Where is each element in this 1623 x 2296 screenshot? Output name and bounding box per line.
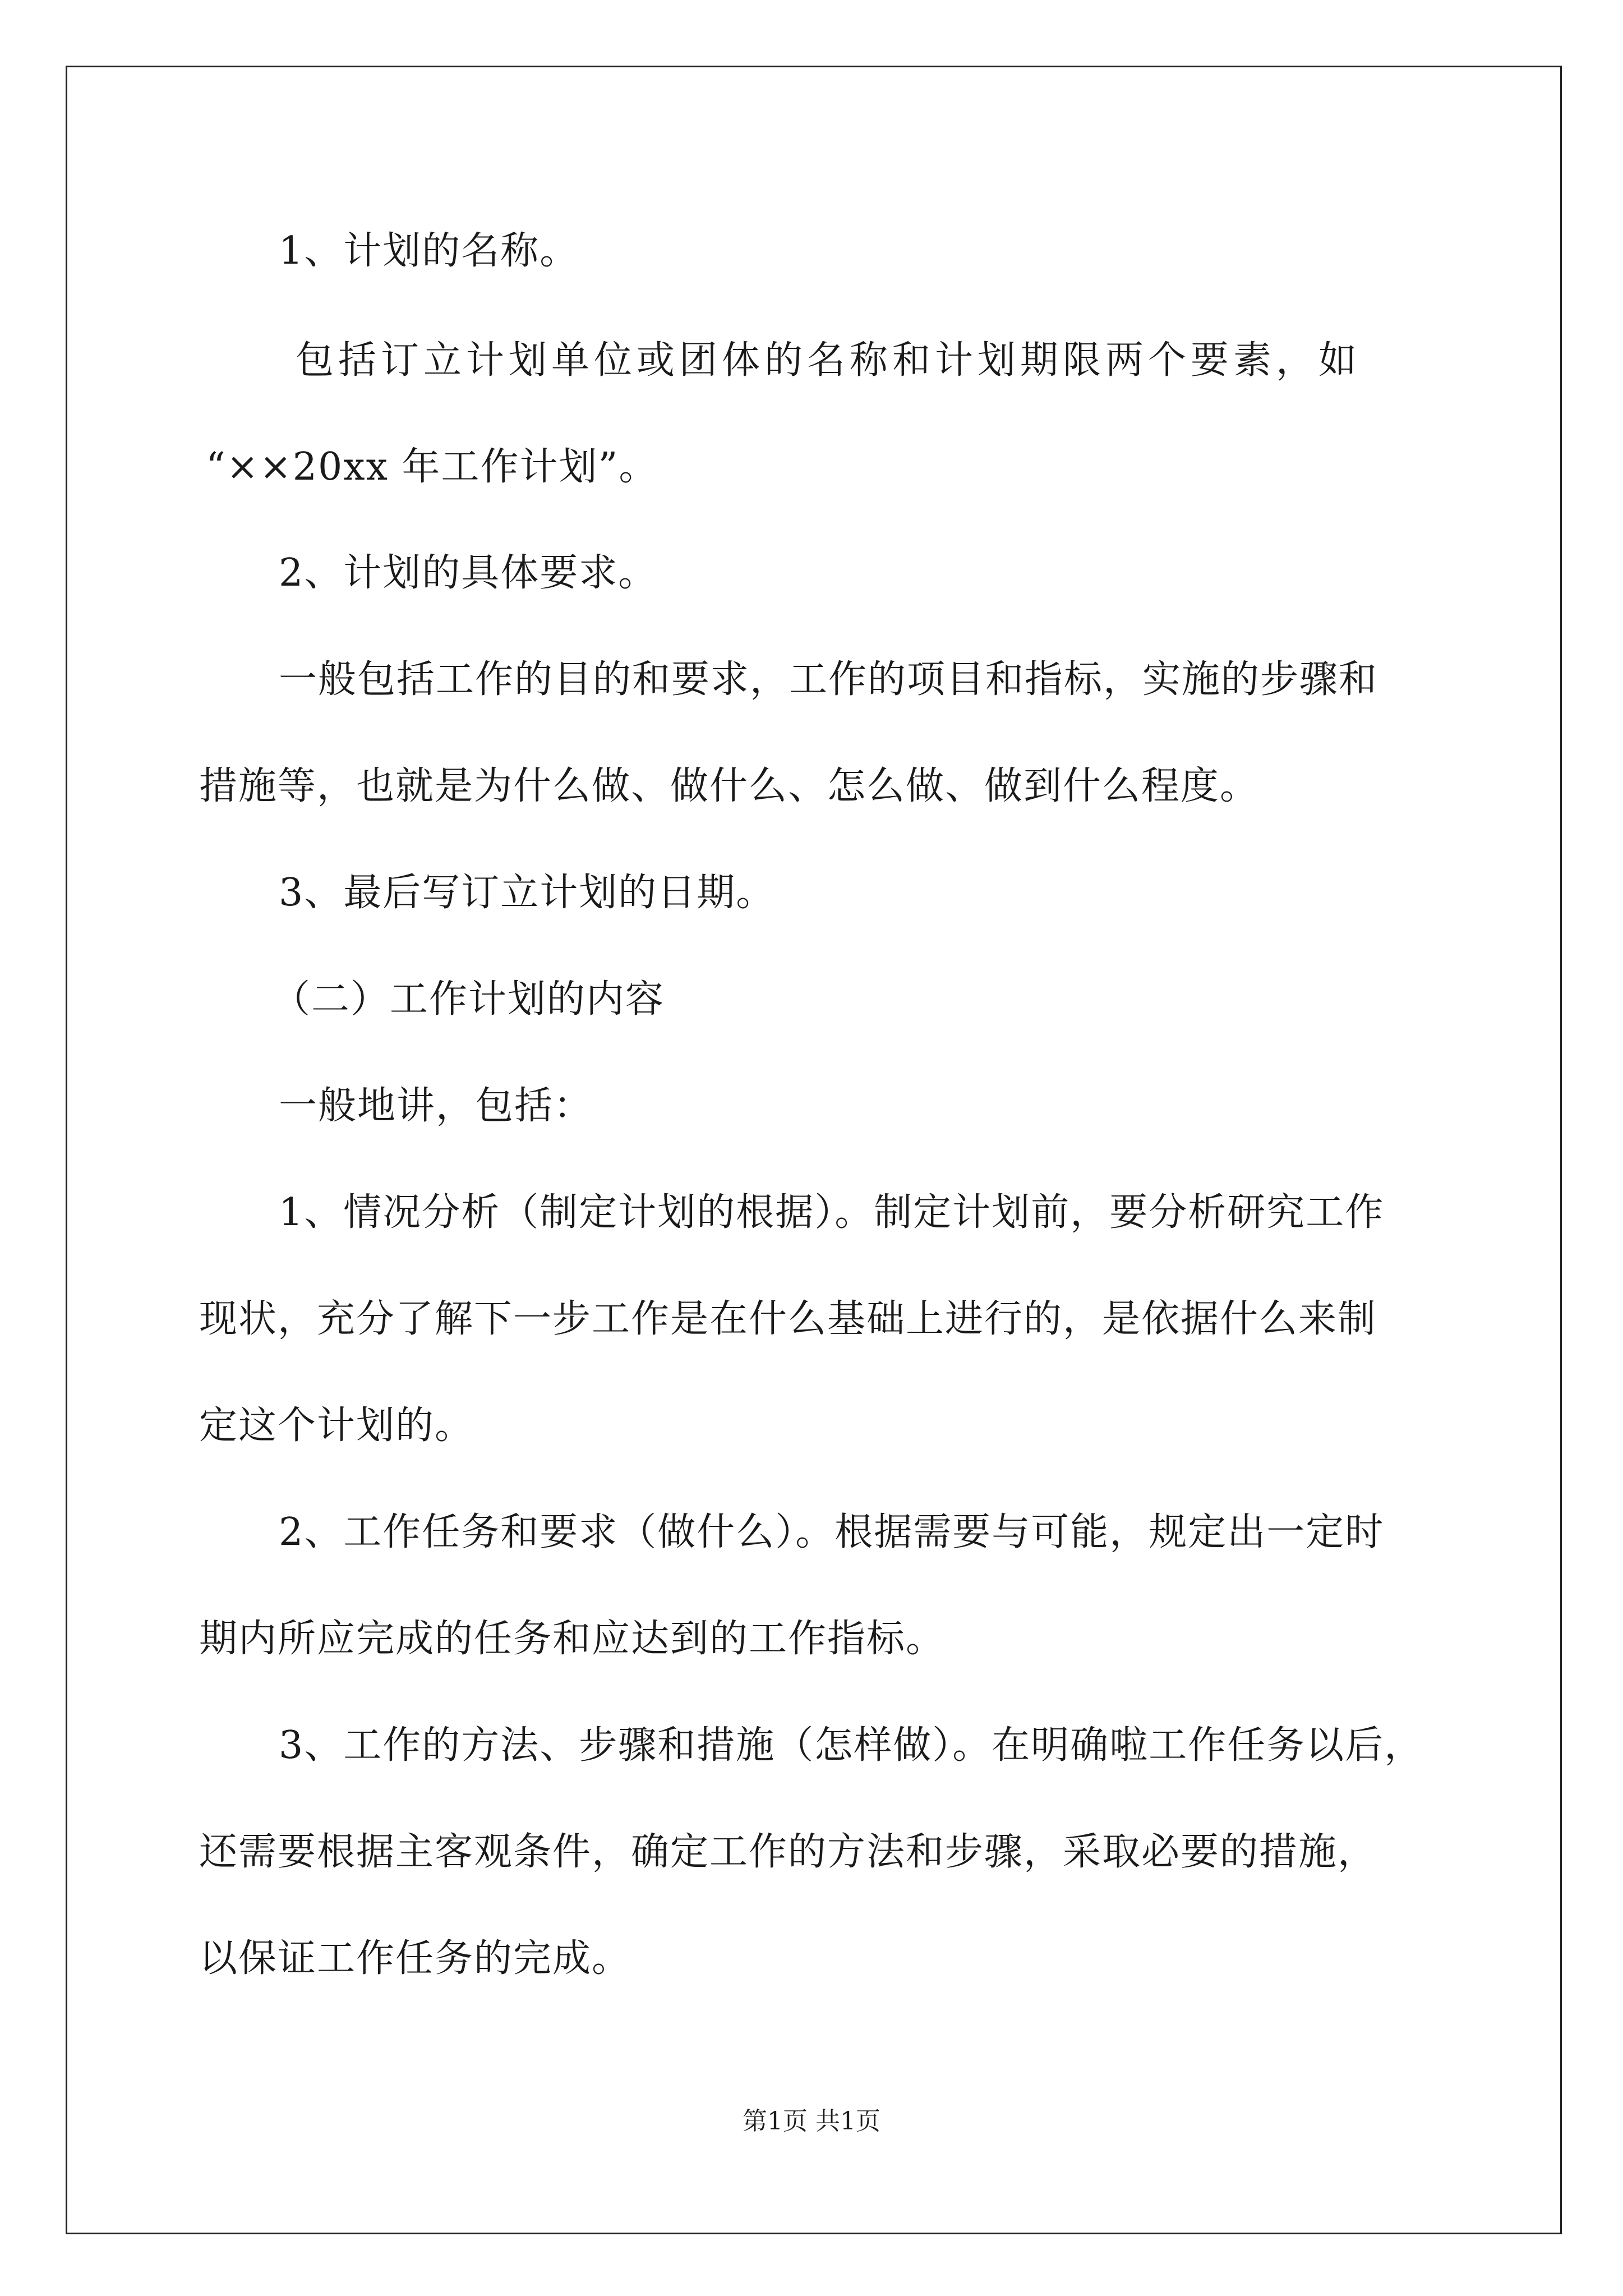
paragraph-line: 以保证工作任务的完成。 <box>199 1936 631 1981</box>
paragraph-line: 现状，充分了解下一步工作是在什么基础上进行的，是依据什么来制 <box>199 1297 1377 1341</box>
page-border <box>66 66 1562 2234</box>
paragraph-line: 定这个计划的。 <box>199 1404 474 1448</box>
paragraph-line: 1、计划的名称。 <box>279 229 579 273</box>
page-footer: 第1页 共1页 <box>743 2107 880 2136</box>
paragraph-line: 一般地讲，包括： <box>279 1084 593 1128</box>
section-heading: （二）工作计划的内容 <box>272 977 665 1022</box>
paragraph-line: 3、最后写订立计划的日期。 <box>279 871 776 915</box>
paragraph-line: 2、计划的具体要求。 <box>279 551 658 595</box>
paragraph-line: 3、工作的方法、步骤和措施（怎样做）。在明确啦工作任务以后， <box>279 1723 1424 1768</box>
paragraph-line: 措施等，也就是为什么做、做什么、怎么做、做到什么程度。 <box>199 764 1260 808</box>
paragraph-line: “××20xx 年工作计划”。 <box>206 445 658 489</box>
paragraph-line: 一般包括工作的目的和要求，工作的项目和指标，实施的步骤和 <box>279 657 1378 702</box>
paragraph-line: 包括订立计划单位或团体的名称和计划期限两个要素，如 <box>296 338 1362 383</box>
paragraph-line: 还需要根据主客观条件，确定工作的方法和步骤，采取必要的措施， <box>199 1830 1377 1874</box>
paragraph-line: 1、情况分析（制定计划的根据）。制定计划前，要分析研究工作 <box>279 1190 1385 1235</box>
paragraph-line: 期内所应完成的任务和应达到的工作指标。 <box>199 1617 946 1661</box>
paragraph-line: 2、工作任务和要求（做什么）。根据需要与可能，规定出一定时 <box>279 1510 1385 1554</box>
